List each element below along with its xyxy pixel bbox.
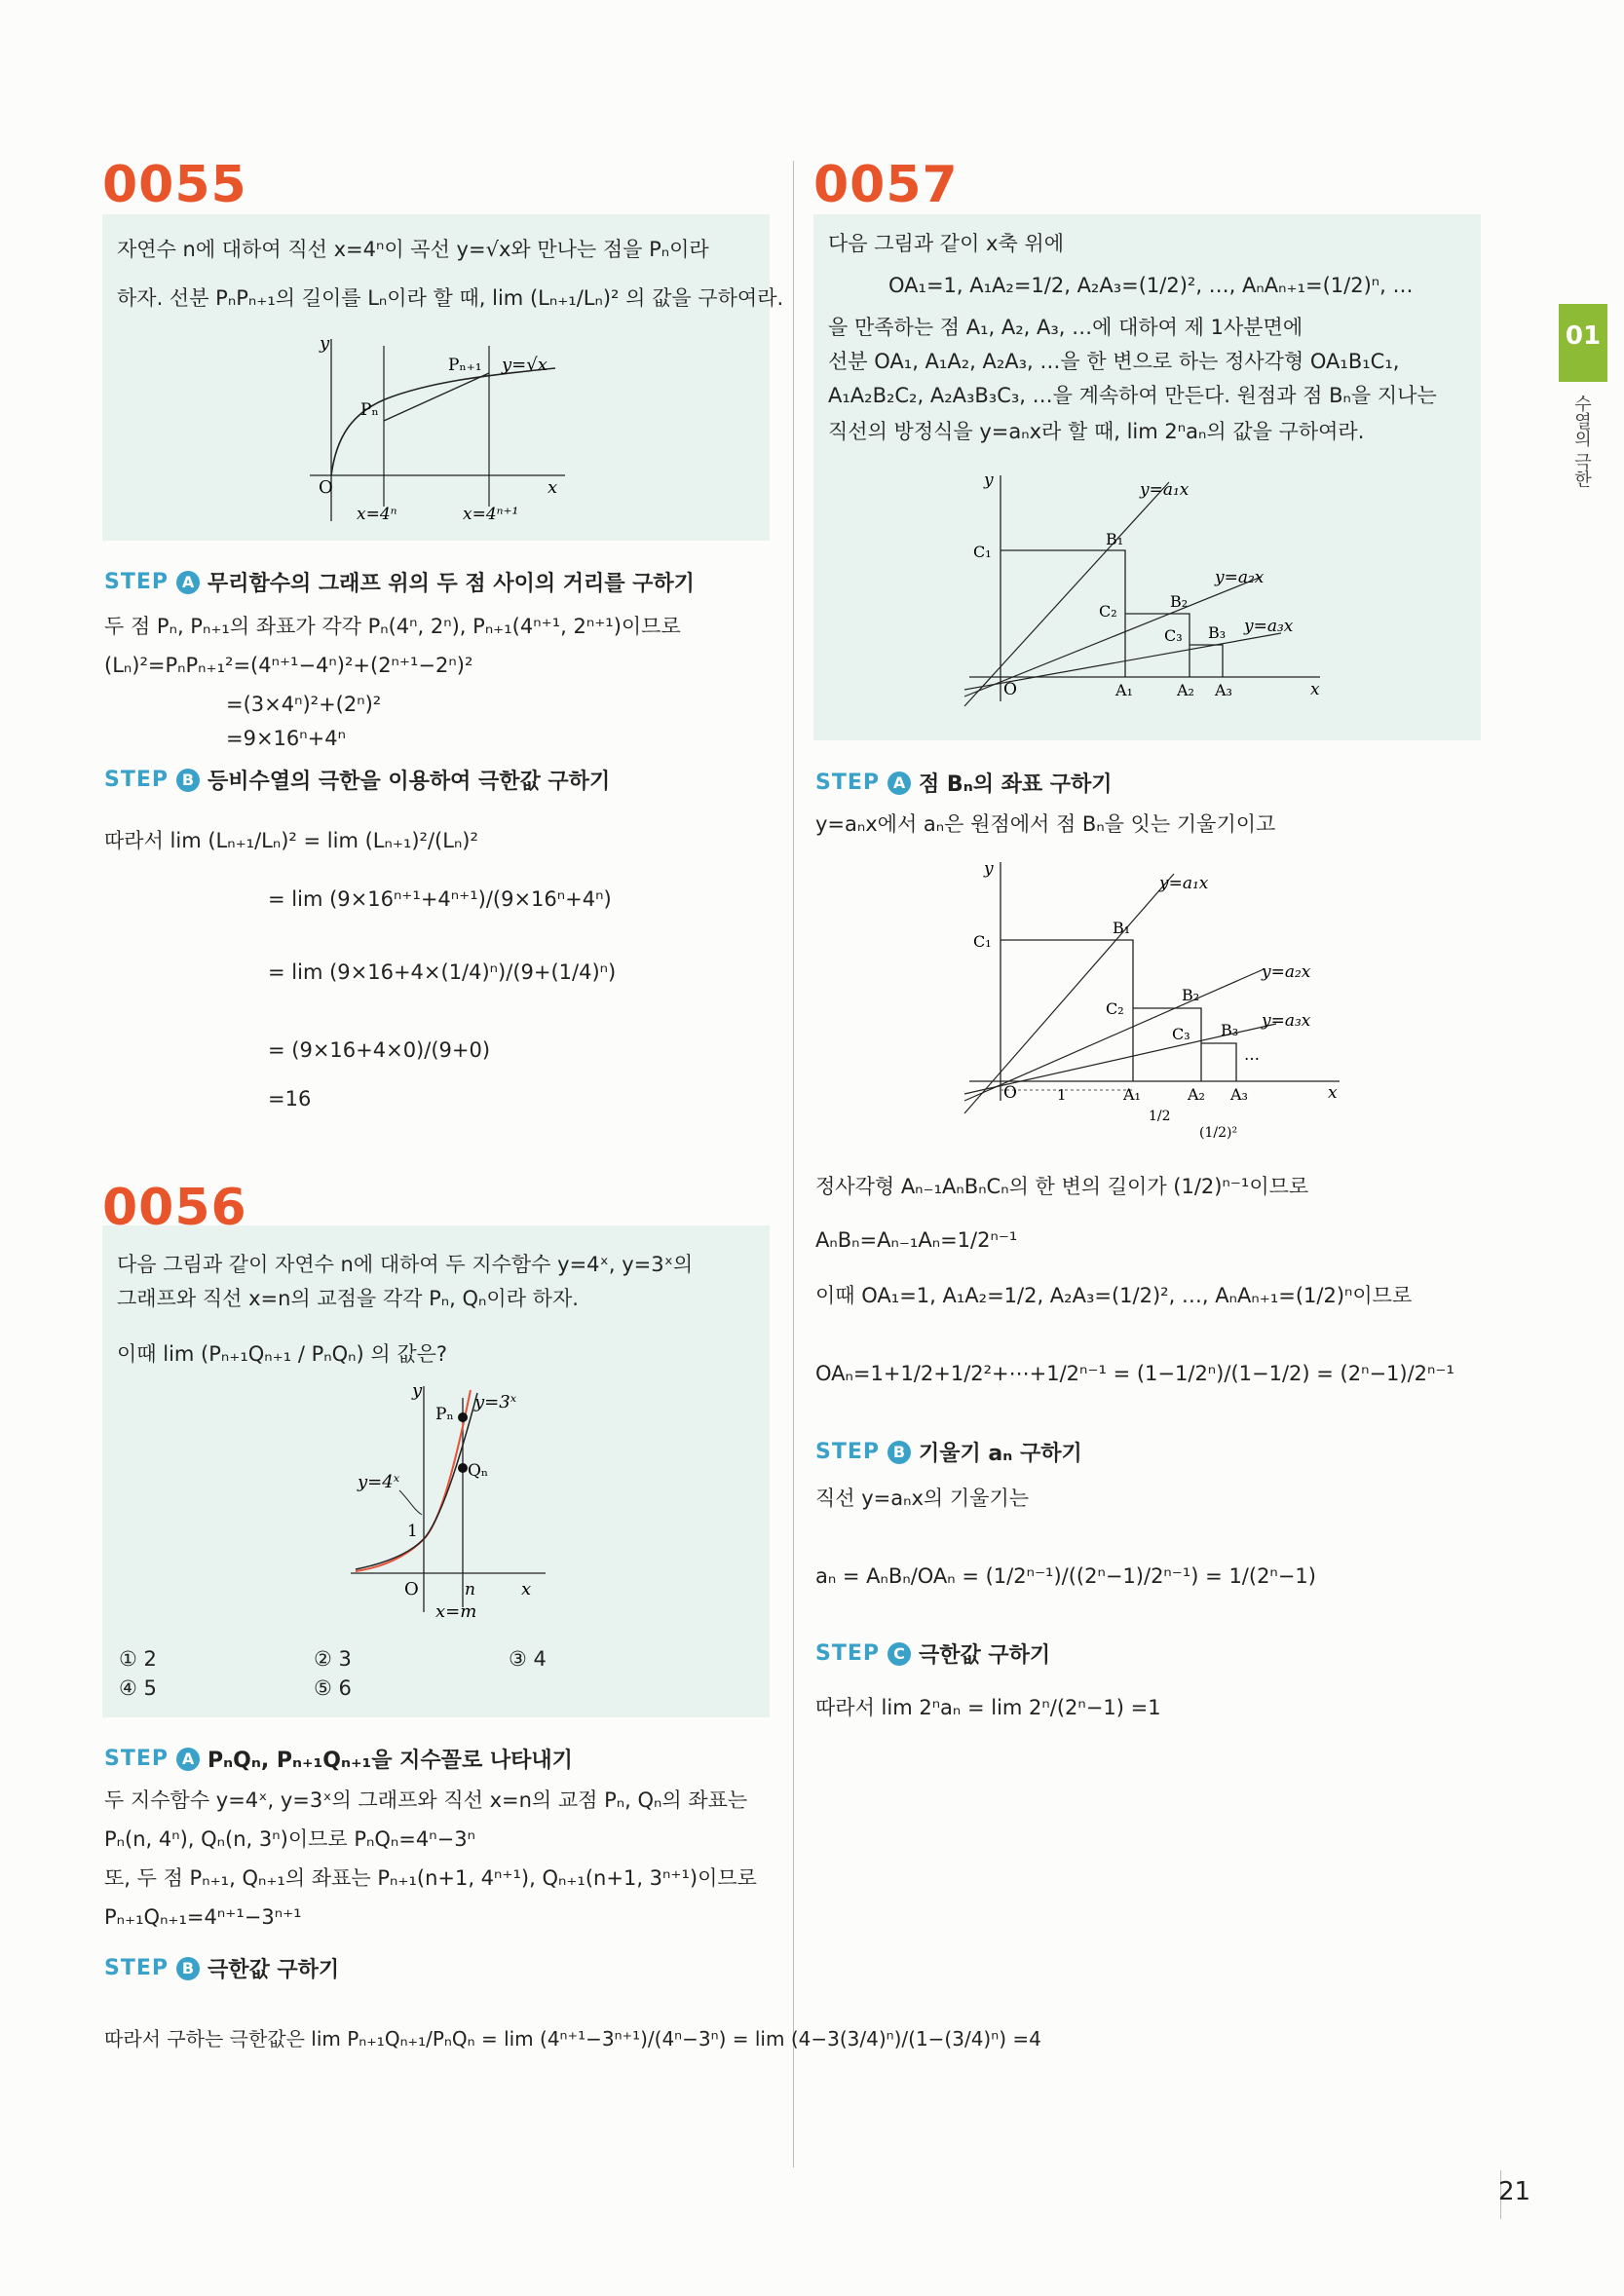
graph-0057 <box>960 468 1335 711</box>
problem-text: A₁A₂B₂C₂, A₂A₃B₃C₃, …을 계속하여 만든다. 원점과 점 Bₙ을 지나는 <box>828 384 1437 407</box>
graph-0057-solution <box>960 852 1349 1145</box>
point-label: C₂ <box>1099 602 1117 621</box>
problem-text: 다음 그림과 같이 자연수 n에 대하여 두 지수함수 y=4ˣ, y=3ˣ의 <box>117 1253 694 1276</box>
choice[interactable]: ② 3 <box>314 1647 352 1671</box>
solution-text: OAₙ=1+1/2+1/2²+⋯+1/2ⁿ⁻¹ = (1−1/2ⁿ)/(1−1/2) = (2ⁿ−1)/2ⁿ⁻¹ <box>815 1362 1454 1385</box>
choice[interactable]: ⑤ 6 <box>314 1676 352 1700</box>
solution-text: =(3×4ⁿ)²+(2ⁿ)² <box>226 693 382 716</box>
line-label: y=a₃x <box>1244 617 1294 636</box>
step-heading: STEP B 극한값 구하기 <box>104 1956 340 1982</box>
problem-text: 하자. 선분 PₙPₙ₊₁의 길이를 Lₙ이라 할 때, lim (Lₙ₊₁/Lₙ)² 의 값을 구하여라. <box>117 286 784 310</box>
column-divider <box>793 161 794 2167</box>
length-label: 1/2 <box>1149 1109 1171 1124</box>
point-label: Pₙ <box>435 1405 454 1424</box>
y-axis-label: y <box>984 859 994 879</box>
line-label: x=4ⁿ <box>357 505 397 524</box>
point-label: Qₙ <box>468 1461 489 1481</box>
y-axis-label: y <box>984 470 994 490</box>
step-heading: STEP C 극한값 구하기 <box>815 1641 1051 1668</box>
point-label: C₁ <box>973 932 992 951</box>
line-label: x=m <box>435 1601 477 1622</box>
problem-number-0057: 0057 <box>813 156 959 214</box>
y-axis-label: y <box>320 333 330 354</box>
graph-0055 <box>292 331 585 531</box>
line-label: y=a₃x <box>1262 1011 1311 1031</box>
x-axis-label: x <box>521 1579 532 1600</box>
line-label: y=a₁x <box>1140 480 1190 500</box>
solution-text: 정사각형 Aₙ₋₁AₙBₙCₙ의 한 변의 길이가 (1/2)ⁿ⁻¹이므로 <box>815 1175 1309 1198</box>
problem-text: 이때 lim (Pₙ₊₁Qₙ₊₁ / PₙQₙ) 의 값은? <box>117 1342 448 1366</box>
point-label: A₃ <box>1215 681 1232 699</box>
solution-text: AₙBₙ=Aₙ₋₁Aₙ=1/2ⁿ⁻¹ <box>815 1228 1018 1252</box>
problem-text: OA₁=1, A₁A₂=1/2, A₂A₃=(1/2)², …, AₙAₙ₊₁=(1/2)ⁿ, … <box>888 274 1414 297</box>
point-label: C₃ <box>1172 1025 1190 1043</box>
problem-text: 선분 OA₁, A₁A₂, A₂A₃, …을 한 변으로 하는 정사각형 OA₁B₁C₁, <box>828 350 1400 373</box>
origin-label: O <box>1003 1083 1017 1103</box>
graph-0056 <box>346 1378 560 1622</box>
point-label: B₃ <box>1208 623 1227 642</box>
chapter-tab-number: 01 <box>1565 321 1602 351</box>
solution-text: = lim (9×16+4×(1/4)ⁿ)/(9+(1/4)ⁿ) <box>268 960 617 984</box>
problem-number-0055: 0055 <box>102 156 247 214</box>
point-label: B₂ <box>1170 592 1189 611</box>
line-label: x=4ⁿ⁺¹ <box>463 505 519 524</box>
point-label: A₁ <box>1115 681 1133 699</box>
solution-text: 따라서 구하는 극한값은 lim Pₙ₊₁Qₙ₊₁/PₙQₙ = lim (4ⁿ⁺¹−3ⁿ⁺¹)/(4ⁿ−3ⁿ) = lim (4−3(3/4)ⁿ)/(1−(3/4)ⁿ) =4 <box>104 2027 1041 2051</box>
dots-label: … <box>1244 1045 1260 1064</box>
point-label: C₁ <box>973 543 992 561</box>
origin-label: O <box>404 1579 419 1600</box>
one-label: 1 <box>407 1522 418 1541</box>
curve-label: y=√x <box>502 355 548 375</box>
problem-number-0056: 0056 <box>102 1179 247 1237</box>
page-number: 21 <box>1498 2177 1531 2206</box>
problem-text: 다음 그림과 같이 x축 위에 <box>828 232 1064 255</box>
line-label: y=a₁x <box>1159 874 1209 893</box>
n-label: n <box>465 1580 475 1600</box>
line-label: y=a₂x <box>1215 568 1265 587</box>
point-label: A₁ <box>1123 1085 1141 1104</box>
point-label: A₂ <box>1188 1085 1205 1104</box>
solution-text: = lim (9×16ⁿ⁺¹+4ⁿ⁺¹)/(9×16ⁿ+4ⁿ) <box>268 887 612 911</box>
x-axis-label: x <box>1310 680 1320 699</box>
line-label: y=a₂x <box>1262 962 1311 982</box>
step-heading: STEP B 등비수열의 극한을 이용하여 극한값 구하기 <box>104 768 611 794</box>
problem-text: 그래프와 직선 x=n의 교점을 각각 Pₙ, Qₙ이라 하자. <box>117 1287 579 1310</box>
solution-text: 이때 OA₁=1, A₁A₂=1/2, A₂A₃=(1/2)², …, AₙAₙ₊₁=(1/2)ⁿ이므로 <box>815 1284 1413 1307</box>
solution-text: y=aₙx에서 aₙ은 원점에서 점 Bₙ을 잇는 기울기이고 <box>815 812 1276 836</box>
problem-text: 직선의 방정식을 y=aₙx라 할 때, lim 2ⁿaₙ의 값을 구하여라. <box>828 420 1365 443</box>
step-heading: STEP A 점 Bₙ의 좌표 구하기 <box>815 771 1113 797</box>
step-heading: STEP A 무리함수의 그래프 위의 두 점 사이의 거리를 구하기 <box>104 570 695 596</box>
solution-text: =9×16ⁿ+4ⁿ <box>226 727 346 750</box>
chapter-tab-label: 수열의 극한 <box>1571 395 1592 488</box>
problem-text: 자연수 n에 대하여 직선 x=4ⁿ이 곡선 y=√x와 만나는 점을 Pₙ이라 <box>117 238 709 261</box>
x-axis-label: x <box>1328 1083 1338 1103</box>
point-label: B₂ <box>1182 986 1200 1004</box>
choice[interactable]: ① 2 <box>119 1647 157 1671</box>
step-heading: STEP B 기울기 aₙ 구하기 <box>815 1440 1082 1466</box>
solution-text: 따라서 lim 2ⁿaₙ = lim 2ⁿ/(2ⁿ−1) =1 <box>815 1696 1161 1719</box>
choice[interactable]: ④ 5 <box>119 1676 157 1700</box>
point-label: C₃ <box>1164 626 1183 645</box>
step-heading: STEP A PₙQₙ, Pₙ₊₁Qₙ₊₁을 지수꼴로 나타내기 <box>104 1747 573 1773</box>
solution-text: =16 <box>268 1087 312 1110</box>
solution-text: Pₙ(n, 4ⁿ), Qₙ(n, 3ⁿ)이므로 PₙQₙ=4ⁿ−3ⁿ <box>104 1827 475 1851</box>
length-label: 1 <box>1057 1086 1067 1104</box>
point-label: Pₙ <box>360 400 379 420</box>
choice[interactable]: ③ 4 <box>509 1647 547 1671</box>
solution-text: = (9×16+4×0)/(9+0) <box>268 1038 491 1062</box>
point-label: B₃ <box>1221 1021 1239 1039</box>
point-label: B₁ <box>1106 530 1124 548</box>
solution-text: aₙ = AₙBₙ/OAₙ = (1/2ⁿ⁻¹)/((2ⁿ−1)/2ⁿ⁻¹) = 1/(2ⁿ−1) <box>815 1564 1316 1588</box>
point-label: B₁ <box>1113 919 1131 937</box>
x-axis-label: x <box>548 477 558 498</box>
origin-label: O <box>319 477 333 498</box>
point-label: Pₙ₊₁ <box>448 356 482 375</box>
curve-label: y=3ˣ <box>474 1392 517 1412</box>
solution-text: 직선 y=aₙx의 기울기는 <box>815 1487 1030 1510</box>
problem-text: 을 만족하는 점 A₁, A₂, A₃, …에 대하여 제 1사분면에 <box>828 316 1303 339</box>
point-label: C₂ <box>1106 999 1124 1018</box>
origin-label: O <box>1003 680 1017 699</box>
solution-text: 두 지수함수 y=4ˣ, y=3ˣ의 그래프와 직선 x=n의 교점 Pₙ, Qₙ의 좌표는 <box>104 1788 748 1812</box>
solution-text: 따라서 lim (Lₙ₊₁/Lₙ)² = lim (Lₙ₊₁)²/(Lₙ)² <box>104 829 478 852</box>
point-label: A₃ <box>1230 1085 1248 1104</box>
point-label: A₂ <box>1177 681 1194 699</box>
y-axis-label: y <box>412 1380 423 1401</box>
solution-text: (Lₙ)²=PₙPₙ₊₁²=(4ⁿ⁺¹−4ⁿ)²+(2ⁿ⁺¹−2ⁿ)² <box>104 654 473 677</box>
solution-text: Pₙ₊₁Qₙ₊₁=4ⁿ⁺¹−3ⁿ⁺¹ <box>104 1905 302 1929</box>
length-label: (1/2)² <box>1199 1125 1238 1141</box>
solution-text: 두 점 Pₙ, Pₙ₊₁의 좌표가 각각 Pₙ(4ⁿ, 2ⁿ), Pₙ₊₁(4ⁿ⁺¹, 2ⁿ⁺¹)이므로 <box>104 615 681 638</box>
solution-text: 또, 두 점 Pₙ₊₁, Qₙ₊₁의 좌표는 Pₙ₊₁(n+1, 4ⁿ⁺¹), Qₙ₊₁(n+1, 3ⁿ⁺¹)이므로 <box>104 1866 757 1890</box>
curve-label: y=4ˣ <box>358 1472 400 1492</box>
